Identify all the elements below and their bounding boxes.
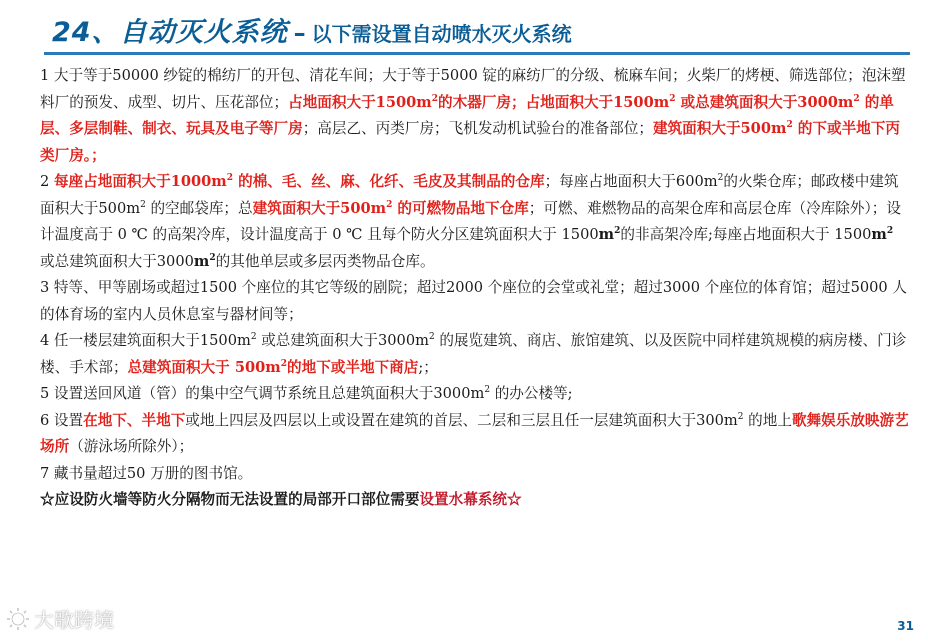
text-segment: 的地上 [743, 411, 792, 429]
text-segment: 5 设置送回风道（管）的集中空气调节系统且总建筑面积大于3000m [40, 385, 485, 402]
requirement-item-8 [40, 487, 912, 514]
requirements-list [40, 63, 912, 514]
text-segment: 或地上四层及四层以上或设置在建筑的首层、二层和三层且任一层建筑面积大于300m [185, 411, 738, 429]
requirement-item-7 [40, 461, 912, 488]
superscript: 2 [717, 173, 724, 184]
superscript: 2 [669, 93, 676, 104]
superscript: 2 [431, 93, 438, 104]
text-segment: ;； [418, 358, 438, 376]
text-segment: 的展览建筑、商店、旅馆建筑、以及医院中同样建筑规模的病房楼、门诊楼、手术部； [40, 332, 907, 376]
highlighted-text: 设置水幕系统☆ [419, 491, 522, 508]
superscript: 2 [786, 120, 793, 131]
text-segment: 2 [40, 173, 54, 190]
superscript: 2 [853, 93, 860, 104]
text-segment: 的其他单层或多层丙类物品仓库。 [215, 252, 435, 270]
highlighted-text: 建筑面积大于500m [252, 199, 387, 217]
text-segment: 1 大于等于50000 纱锭的棉纺厂的开包、清花车间；大于等于5000 锭的麻纺厂的分级、梳麻车间；火柴厂的烤梗、筛选部位；泡沫塑料厂的预发、成型、切片、压花部位； [40, 67, 906, 111]
requirement-item-1 [40, 63, 912, 169]
text-segment: （游泳场所除外）； [69, 438, 194, 455]
highlighted-text: 或总建筑面积大于3000m [675, 93, 854, 111]
superscript: 2 [250, 332, 257, 343]
requirement-item-4 [40, 328, 912, 381]
requirement-item-5 [40, 381, 912, 408]
highlighted-text: 歌舞娱乐放映游艺场所 [40, 411, 909, 455]
superscript: 2 [737, 411, 744, 422]
highlighted-text: 的地下或半地下商店 [287, 358, 419, 376]
highlighted-text: 建筑面积大于500m [652, 120, 787, 137]
highlighted-text: 的单层、多层制鞋、制衣、玩具及电子等厂房 [40, 93, 894, 137]
superscript: 2 [140, 199, 146, 210]
superscript: 2 [886, 226, 894, 237]
superscript: 2 [428, 332, 435, 343]
highlighted-text: 在地下、半地下 [83, 411, 186, 429]
highlighted-text: 的可燃物品地下仓库 [392, 199, 529, 217]
slide-header [52, 10, 572, 50]
text-segment: m [598, 226, 615, 243]
highlighted-text: 的木器厂房；占地面积大于1500m [438, 93, 670, 111]
highlighted-text: 占地面积大于1500m [288, 93, 432, 111]
page-number: 31 [897, 619, 914, 633]
sun-logo-icon [6, 607, 30, 631]
requirement-item-3 [40, 275, 912, 328]
text-segment: 3 特等、甲等剧场或超过1500 个座位的其它等级的剧院；超过2000 个座位的会堂或礼堂；超过3000 个座位的体育馆；超过5000 人的体育场的室内人员休息室与器材间等； [40, 279, 907, 323]
superscript: 2 [226, 173, 234, 184]
text-segment: ☆应设防火墙等防火分隔物而无法设置的局部开口部位需要 [40, 491, 420, 508]
text-segment: 的非高架冷库;每座占地面积大于 1500 [620, 226, 872, 243]
text-segment: ；每座占地面积大于600m [544, 173, 718, 190]
superscript: 2 [209, 252, 216, 263]
superscript: 2 [484, 385, 491, 396]
text-segment: 7 藏书量超过50 万册的图书馆。 [40, 464, 253, 482]
highlighted-text: 的下或半地下丙类厂房。； [40, 120, 900, 164]
text-segment: 的火柴仓库；邮政楼中建筑面积大于500m [40, 173, 899, 217]
text-segment: 的空邮袋库；总 [145, 199, 253, 217]
requirement-item-6 [40, 408, 912, 461]
text-segment: 或总建筑面积大于3000m [256, 332, 429, 349]
superscript: 2 [280, 358, 287, 369]
text-segment: m [193, 252, 210, 270]
title-separator: – [293, 19, 306, 47]
watermark [6, 604, 114, 633]
superscript: 2 [614, 226, 621, 237]
header-divider [44, 52, 910, 55]
highlighted-text: 的棉、毛、丝、麻、化纤、毛皮及其制品的仓库 [233, 173, 545, 190]
highlighted-text: 每座占地面积大于1000m [53, 173, 227, 190]
slide-title: 24、自动灭火系统 [52, 17, 288, 48]
text-segment: 6 设置 [40, 411, 84, 429]
highlighted-text: 总建筑面积大于 500m [127, 358, 281, 376]
text-segment: m [871, 226, 887, 243]
superscript: 2 [386, 199, 393, 210]
watermark-text: 大歌跨境 [34, 608, 114, 632]
text-segment: ；可燃、难燃物品的高架仓库和高层仓库（冷库除外）；设计温度高于 0 ℃ 的高架冷库，设计温度高于 0 ℃ 且每个防火分区建筑面积大于 1500 [40, 199, 901, 243]
slide-subtitle: 以下需设置自动喷水灭火系统 [311, 22, 572, 46]
text-segment: 的办公楼等; [490, 385, 573, 402]
text-segment: 或总建筑面积大于3000 [40, 252, 194, 270]
requirement-item-2 [40, 169, 912, 275]
text-segment: ；高层乙、丙类厂房；飞机发动机试验台的准备部位； [302, 120, 653, 137]
text-segment: 4 任一楼层建筑面积大于1500m [40, 332, 251, 349]
